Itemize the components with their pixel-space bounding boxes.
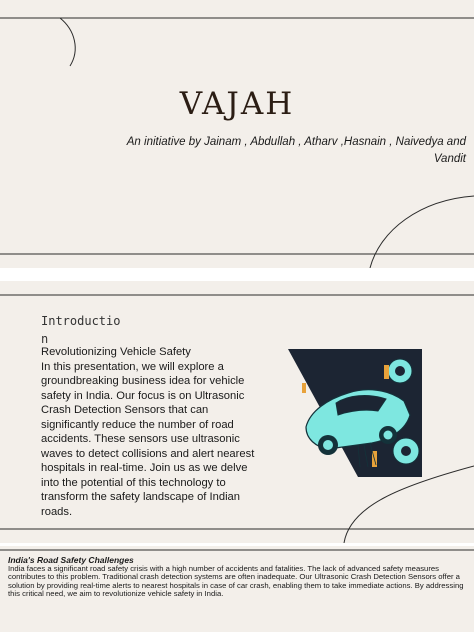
top-curve-line	[60, 18, 75, 66]
intro-paragraph: In this presentation, we will explore a groundbreaking business idea for vehicle safety in India. Our focus is on Ultrasonic Crash Detection Sensors that can significantly reduce the number of road accidents. These sensors use ultrasonic waves to detect collisions and alert nearest hospitals in real-time. Join us as we delve into the potential of this technology to transform the safety landscape of Indian roads.	[41, 360, 255, 518]
bottom-curve-line	[370, 196, 474, 268]
intro-heading: Introductio n	[41, 314, 121, 346]
car-illustration-icon	[288, 349, 422, 477]
title-slide	[0, 0, 474, 268]
intro-subheading: Revolutionizing Vehicle Safety	[41, 346, 191, 358]
challenges-body: India faces a significant road safety crisis with a high number of accidents and fatalities. The lack of advanced safety measures contributes to this problem. Traditional crash detection systems are often inadequate. Our Ultrasonic Crash Detection Sensors offer a solution by providing real-time alerts to nearest hospitals in case of car crash, enabling them to take immediate actions. By addressing this critical need, we aim to revolutionize vehicle safety in India.	[8, 564, 464, 598]
slide2-curve-line	[344, 466, 474, 543]
page-title: VAJAH	[179, 86, 295, 122]
car-sensor-illustration	[288, 349, 422, 477]
challenges-heading: India's Road Safety Challenges	[8, 555, 134, 565]
authors-subtitle: An initiative by Jainam , Abdullah , Atharv ,Hasnain , Naivedya and Vandit	[126, 136, 466, 165]
intro-body	[41, 345, 266, 519]
